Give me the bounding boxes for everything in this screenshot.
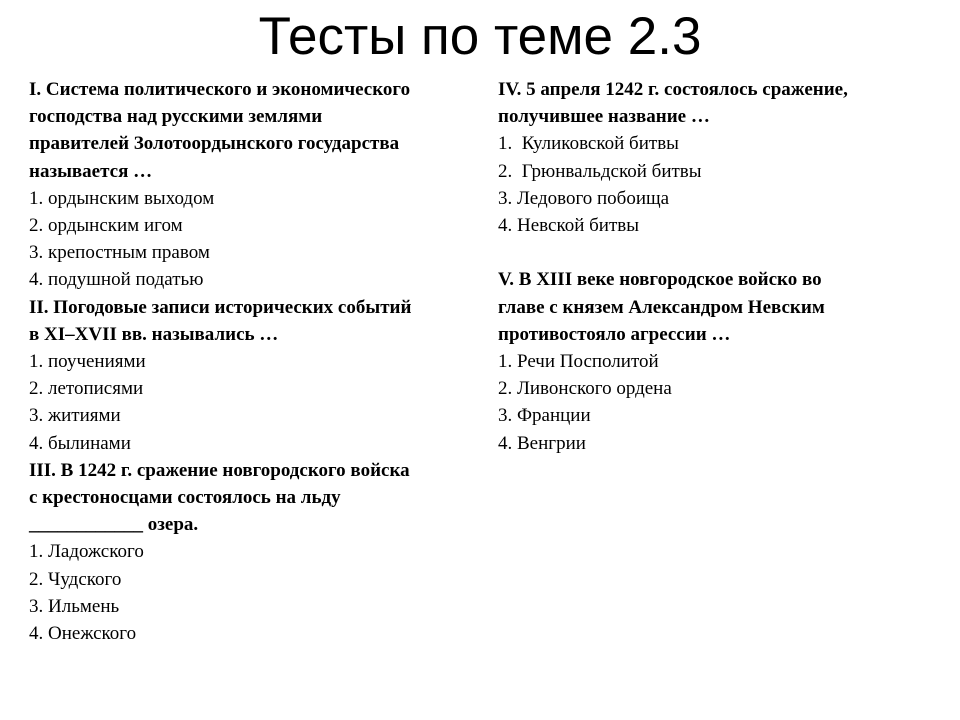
question-2 bbox=[29, 294, 469, 457]
question-3 bbox=[29, 457, 469, 647]
question-5-option-3: 3. Франции bbox=[498, 405, 591, 427]
question-1-option-1: 1. ордынским выходом bbox=[29, 187, 215, 209]
question-3-option-1: 1. Ладожского bbox=[29, 541, 144, 563]
right-column bbox=[498, 76, 938, 457]
question-3-text: III. В 1242 г. сражение новгородского войска с крестоносцами состоялось на льду ____________ озера. bbox=[29, 459, 410, 536]
question-2-option-2: 2. летописями bbox=[29, 378, 144, 400]
question-2-option-1: 1. поучениями bbox=[29, 351, 146, 373]
question-5-text: V. В XIII веке новгородское войско во главе с князем Александром Невским противостояло агрессии … bbox=[498, 269, 825, 345]
question-1-text: I. Система политического и экономического господства над русскими землями правителей Золотоордынского государства называется … bbox=[29, 79, 411, 182]
left-column bbox=[29, 76, 469, 647]
question-4-text: IV. 5 апреля 1242 г. состоялось сражение, получившее название … bbox=[498, 79, 848, 128]
question-5-option-2: 2. Ливонского ордена bbox=[498, 378, 672, 400]
question-1-option-4: 4. подушной податью bbox=[29, 269, 204, 291]
question-5-option-4: 4. Венгрии bbox=[498, 432, 586, 454]
question-2-option-4: 4. былинами bbox=[29, 432, 131, 454]
question-spacer bbox=[498, 239, 938, 266]
question-4-option-1: 1. Куликовской битвы bbox=[498, 133, 679, 155]
question-1-option-3: 3. крепостным правом bbox=[29, 242, 210, 264]
question-1-option-2: 2. ордынским игом bbox=[29, 215, 183, 237]
question-2-option-3: 3. житиями bbox=[29, 405, 121, 427]
question-3-option-4: 4. Онежского bbox=[29, 623, 137, 645]
question-5-option-1: 1. Речи Посполитой bbox=[498, 351, 659, 373]
slide-title: Тесты по теме 2.3 bbox=[258, 7, 702, 66]
question-1 bbox=[29, 76, 469, 294]
question-3-option-2: 2. Чудского bbox=[29, 568, 122, 590]
question-3-option-3: 3. Ильмень bbox=[29, 595, 120, 617]
question-4-option-2: 2. Грюнвальдской битвы bbox=[498, 160, 702, 182]
question-4-option-3: 3. Ледового побоища bbox=[498, 187, 670, 209]
question-4 bbox=[498, 76, 938, 239]
question-4-option-4: 4. Невской битвы bbox=[498, 215, 640, 237]
question-5 bbox=[498, 266, 938, 456]
question-2-text: II. Погодовые записи исторических событий в XI–XVII вв. назывались … bbox=[29, 296, 412, 345]
